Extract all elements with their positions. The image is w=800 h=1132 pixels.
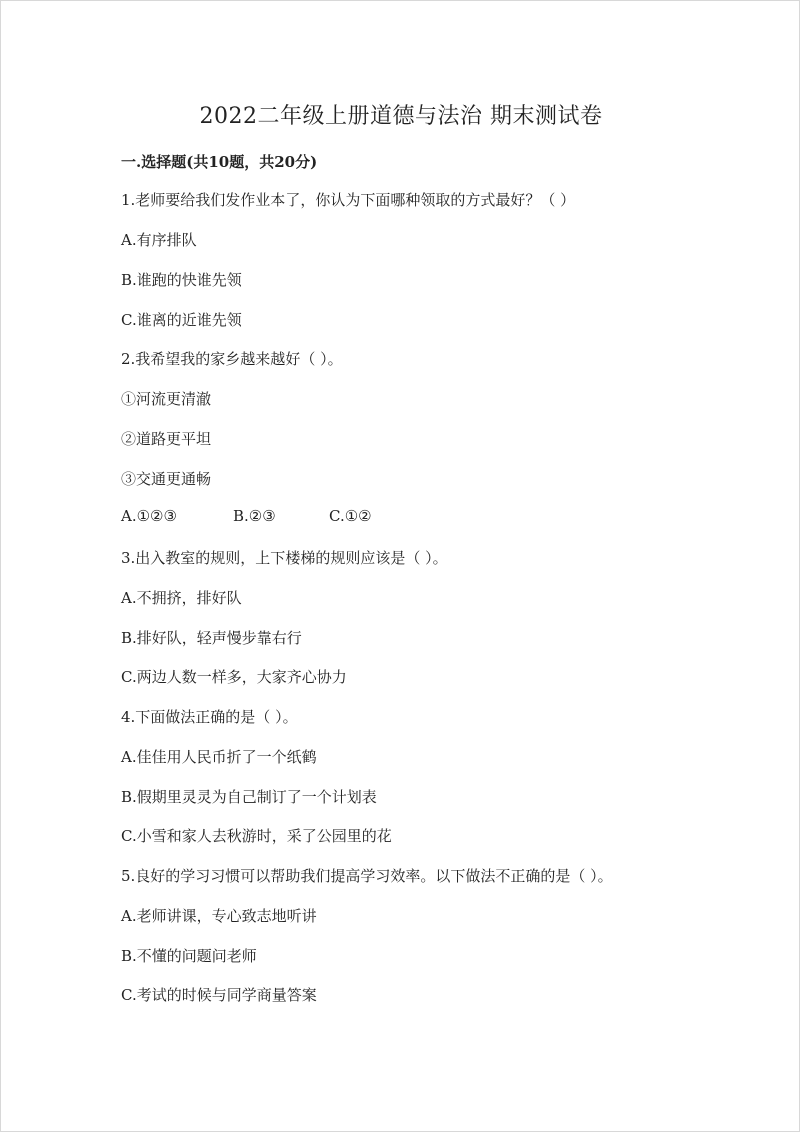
question-5-stem: 5.良好的学习习惯可以帮助我们提高学习效率。以下做法不正确的是（ ）。 <box>121 867 613 885</box>
question-1-option-c: C.谁离的近谁先领 <box>121 311 242 329</box>
question-3-option-a: A.不拥挤，排好队 <box>121 589 242 607</box>
question-3-option-c: C.两边人数一样多，大家齐心协力 <box>121 668 347 686</box>
question-2-option-b: B.②③ <box>233 507 276 525</box>
question-5-option-a: A.老师讲课，专心致志地听讲 <box>121 907 317 925</box>
question-2-statement-2: ②道路更平坦 <box>121 430 212 448</box>
question-2-statement-3: ③交通更通畅 <box>121 470 212 488</box>
question-3-option-b: B.排好队，轻声慢步靠右行 <box>121 629 302 647</box>
question-3-stem: 3.出入教室的规则，上下楼梯的规则应该是（ ）。 <box>121 549 448 567</box>
question-4-option-a: A.佳佳用人民币折了一个纸鹤 <box>121 748 317 766</box>
question-1-option-a: A.有序排队 <box>121 231 197 249</box>
question-5-option-b: B.不懂的问题问老师 <box>121 947 257 965</box>
question-4-option-b: B.假期里灵灵为自己制订了一个计划表 <box>121 788 377 806</box>
question-4-stem: 4.下面做法正确的是（ ）。 <box>121 708 298 726</box>
question-2-stem: 2.我希望我的家乡越来越好（ ）。 <box>121 350 343 368</box>
question-2-option-c: C.①② <box>329 507 372 525</box>
question-4-option-c: C.小雪和家人去秋游时，采了公园里的花 <box>121 827 392 845</box>
question-2-options-row <box>121 507 372 525</box>
question-1-stem: 1.老师要给我们发作业本了，你认为下面哪种领取的方式最好？（ ） <box>121 191 576 209</box>
question-2-option-a: A.①②③ <box>121 507 177 525</box>
section-heading: 一.选择题(共10题，共20分) <box>121 153 318 171</box>
question-5-option-c: C.考试的时候与同学商量答案 <box>121 986 317 1004</box>
question-1-option-b: B.谁跑的快谁先领 <box>121 271 242 289</box>
question-2-statement-1: ①河流更清澈 <box>121 390 212 408</box>
page-title: 2022二年级上册道德与法治 期末测试卷 <box>199 104 603 129</box>
